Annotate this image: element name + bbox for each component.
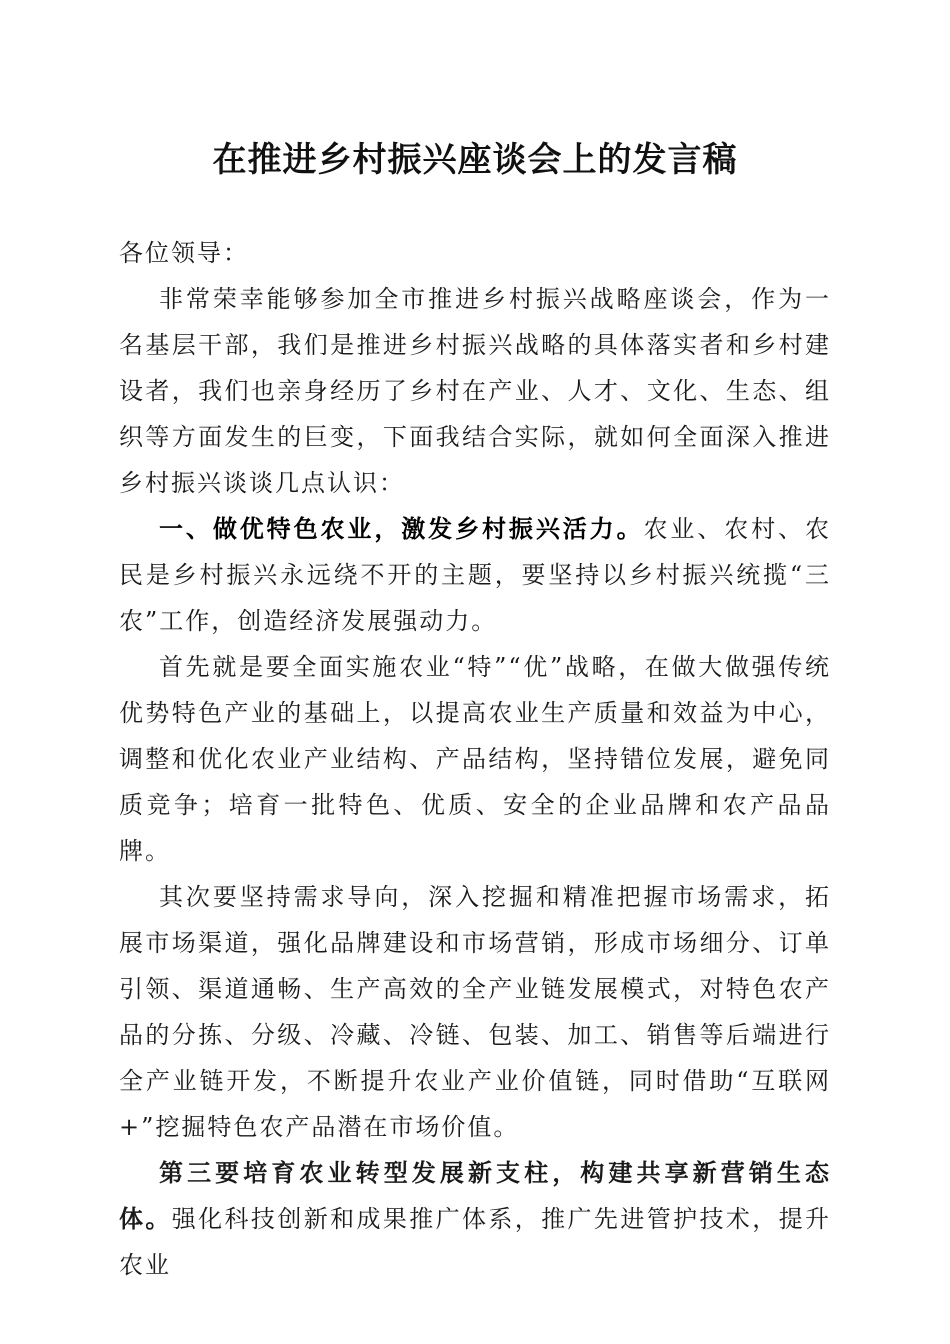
salutation: 各位领导： xyxy=(119,239,249,267)
second-point-paragraph: 其次要坚持需求导向，深入挖掘和精准把握市场需求，拓展市场渠道，强化品牌建设和市场营销，形成市场细分、订单引领、渠道通畅、生产高效的全产业链发展模式，对特色农产品的分拣、分级、冷藏、冷链、包装、加工、销售等后端进行全产业链开发，不断提升农业产业价值链，同时借助“互联网+”挖掘特色农产品潜在市场价值。 xyxy=(119,883,831,1141)
section-1-heading: 一、做优特色农业，激发乡村振兴活力。 xyxy=(159,515,644,543)
intro-paragraph: 非常荣幸能够参加全市推进乡村振兴战略座谈会，作为一名基层干部，我们是推进乡村振兴战略的具体落实者和乡村建设者，我们也亲身经历了乡村在产业、人才、文化、生态、组织等方面发生的巨变，下面我结合实际，就如何全面深入推进乡村振兴谈谈几点认识： xyxy=(119,285,831,497)
first-point-paragraph: 首先就是要全面实施农业“特”“优”战略，在做大做强传统优势特色产业的基础上，以提高农业生产质量和效益为中心，调整和优化农业产业结构、产品结构，坚持错位发展，避免同质竞争；培育一批特色、优质、安全的企业品牌和农产品品牌。 xyxy=(119,653,831,865)
third-point-paragraph xyxy=(119,1150,831,1288)
section-1-paragraph xyxy=(119,506,831,644)
third-point-lead: 第三要培育农业转型发展新支柱，构建共享新营销生态体。 xyxy=(119,1158,831,1233)
document-body xyxy=(119,230,831,1288)
document-title: 在推进乡村振兴座谈会上的发言稿 xyxy=(212,140,738,180)
third-point-text: 强化科技创新和成果推广体系，推广先进管护技术，提升农业 xyxy=(119,1205,832,1279)
section-1-text: 农业、农村、农民是乡村振兴永远绕不开的主题，要坚持以乡村振兴统揽“三农”工作，创造经济发展强动力。 xyxy=(119,515,831,635)
